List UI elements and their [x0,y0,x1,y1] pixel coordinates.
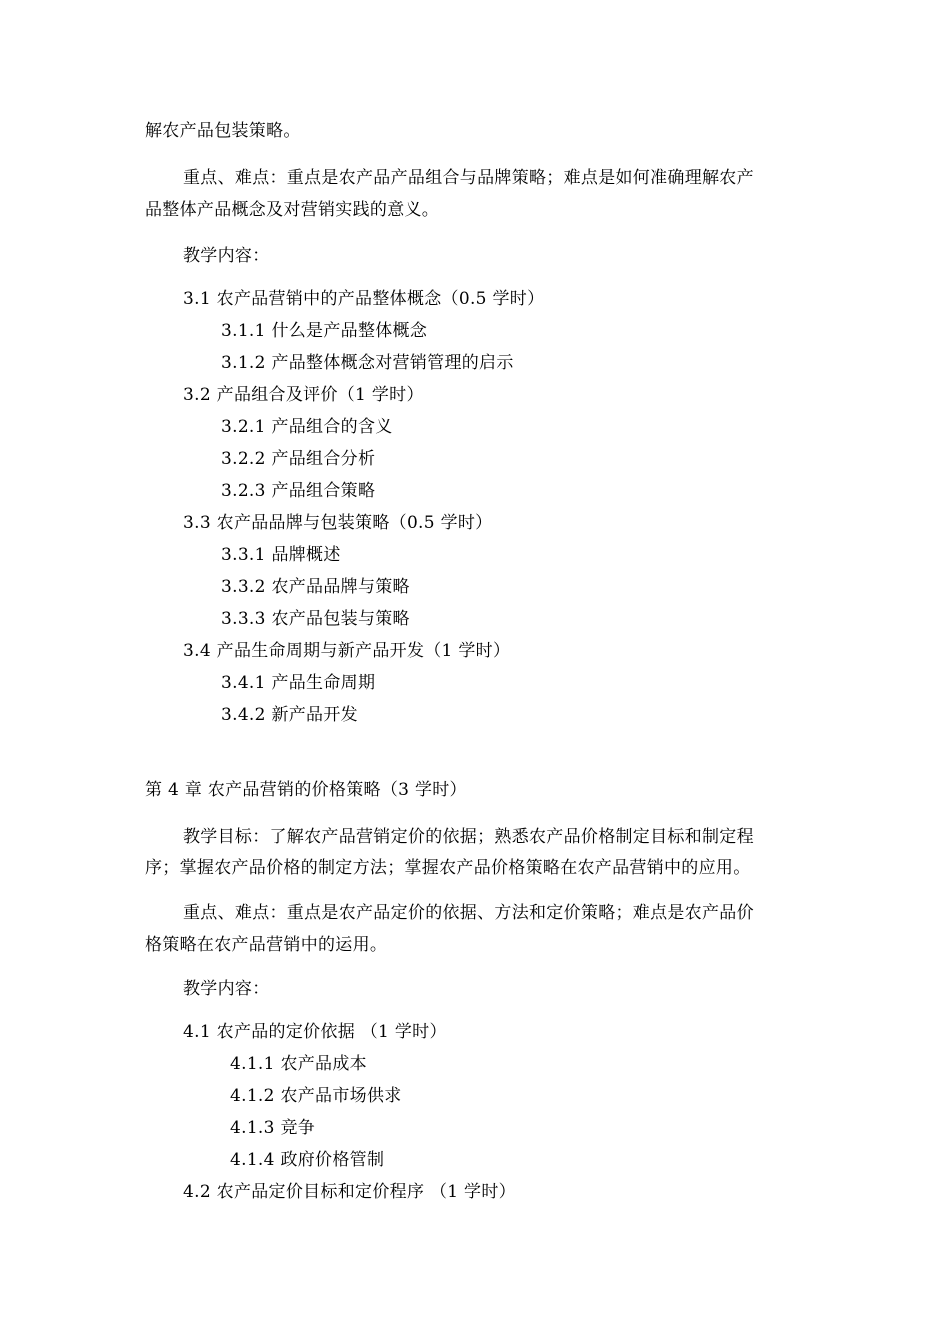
teaching-content-label-4: 教学内容： [183,979,270,999]
section-3-3: 3.3 农产品品牌与包装策略（0.5 学时） [183,513,493,533]
subsection-3-2-1: 3.2.1 产品组合的含义 [221,417,393,437]
paragraph-continuation: 解农产品包装策略。 [145,121,301,141]
section-3-1: 3.1 农产品营销中的产品整体概念（0.5 学时） [183,289,545,309]
section-3-2: 3.2 产品组合及评价（1 学时） [183,385,424,405]
key-difficult-points-4: 重点、难点：重点是农产品定价的依据、方法和定价策略；难点是农产品价 [183,903,754,923]
chapter-4-heading: 第 4 章 农产品营销的价格策略（3 学时） [145,780,467,800]
subsection-4-1-1: 4.1.1 农产品成本 [230,1054,367,1074]
subsection-3-2-2: 3.2.2 产品组合分析 [221,449,376,469]
section-4-2: 4.2 农产品定价目标和定价程序 （1 学时） [183,1182,516,1202]
key-difficult-points-3-cont: 品整体产品概念及对营销实践的意义。 [145,200,440,220]
subsection-3-1-2: 3.1.2 产品整体概念对营销管理的启示 [221,353,514,373]
subsection-4-1-2: 4.1.2 农产品市场供求 [230,1086,402,1106]
teaching-goals-4: 教学目标：了解农产品营销定价的依据；熟悉农产品价格制定目标和制定程 [183,827,754,847]
key-difficult-points-4-cont: 格策略在农产品营销中的运用。 [145,935,388,955]
key-difficult-points-3: 重点、难点：重点是农产品产品组合与品牌策略；难点是如何准确理解农产 [183,168,754,188]
subsection-3-4-2: 3.4.2 新产品开发 [221,705,358,725]
subsection-3-4-1: 3.4.1 产品生命周期 [221,673,376,693]
subsection-3-2-3: 3.2.3 产品组合策略 [221,481,376,501]
subsection-3-3-1: 3.3.1 品牌概述 [221,545,341,565]
subsection-4-1-4: 4.1.4 政府价格管制 [230,1150,385,1170]
subsection-3-3-2: 3.3.2 农产品品牌与策略 [221,577,410,597]
subsection-4-1-3: 4.1.3 竞争 [230,1118,316,1138]
subsection-3-3-3: 3.3.3 农产品包装与策略 [221,609,410,629]
teaching-content-label-3: 教学内容： [183,246,270,266]
subsection-3-1-1: 3.1.1 什么是产品整体概念 [221,321,428,341]
section-3-4: 3.4 产品生命周期与新产品开发（1 学时） [183,641,511,661]
section-4-1: 4.1 农产品的定价依据 （1 学时） [183,1022,447,1042]
teaching-goals-4-cont: 序；掌握农产品价格的制定方法；掌握农产品价格策略在农产品营销中的应用。 [145,858,751,878]
